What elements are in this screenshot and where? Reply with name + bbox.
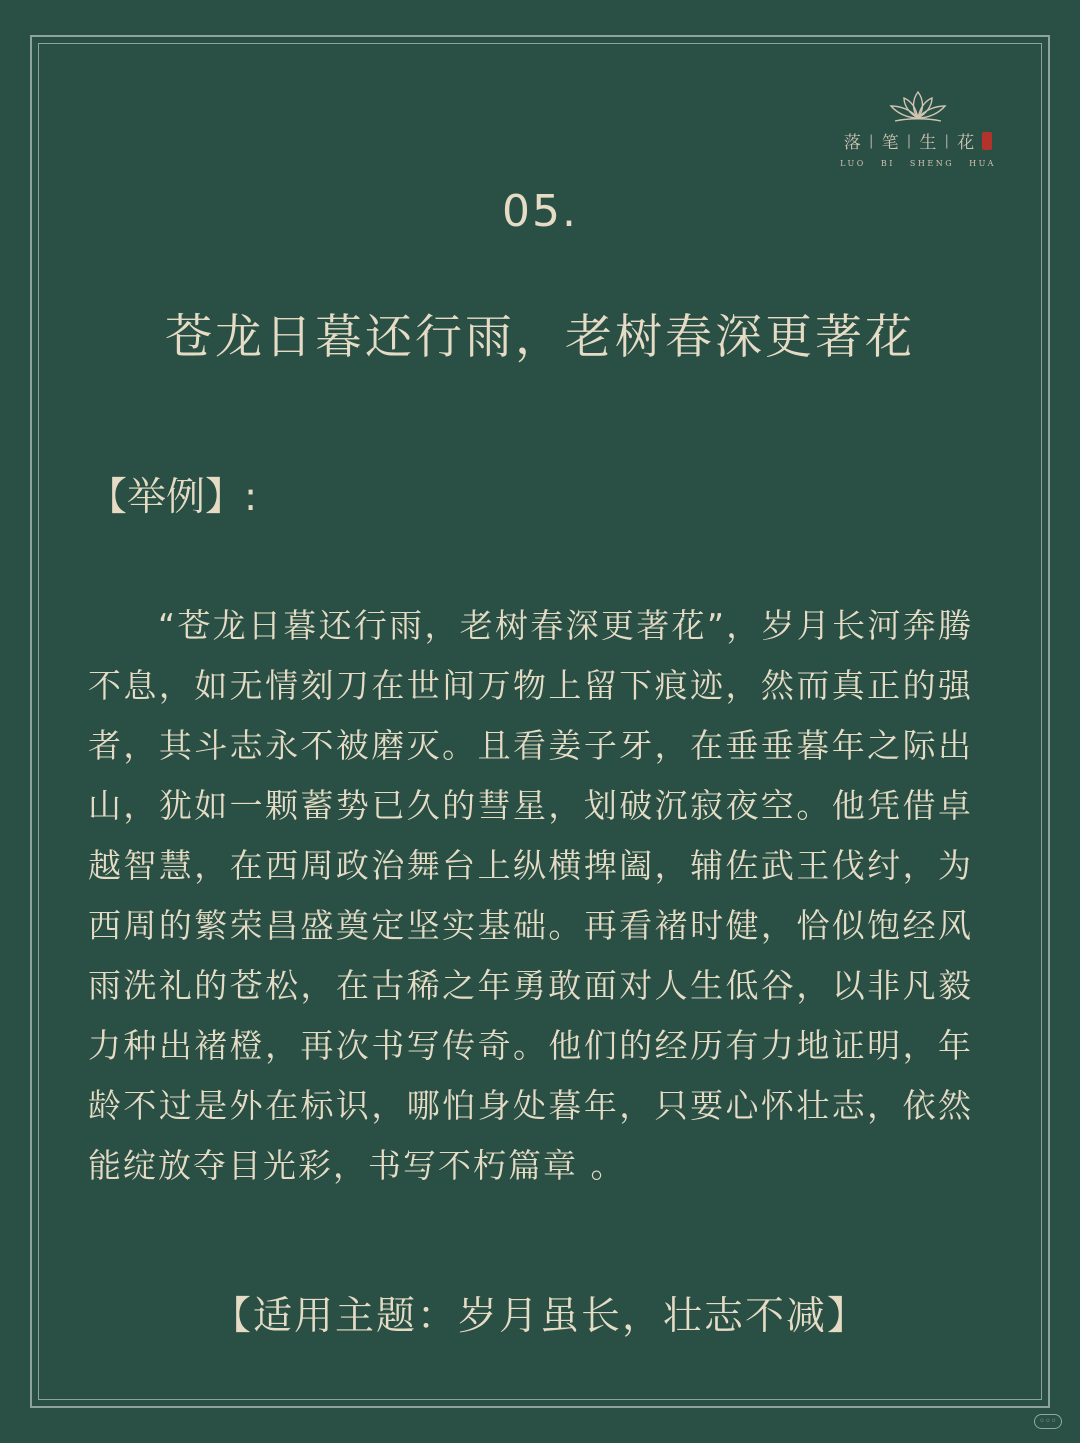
- brand-logo: [838, 88, 998, 183]
- brand-char: 落: [843, 133, 863, 153]
- brand-char: 花: [957, 133, 977, 153]
- brand-char: 笔: [881, 133, 901, 153]
- seal-stamp-icon: [982, 132, 992, 150]
- brand-name: [838, 128, 998, 153]
- brand-char: 生: [919, 133, 939, 153]
- watermark-icon: ◦◦◦: [1034, 1414, 1062, 1429]
- page-title: 苍龙日暮还行雨，老树春深更著花: [165, 310, 915, 365]
- lotus-icon: [885, 88, 951, 124]
- example-paragraph: “苍龙日暮还行雨，老树春深更著花”，岁月长河奔腾不息，如无情刻刀在世间万物上留下痕迹，然而真正的强者，其斗志永不被磨灭。且看姜子牙，在垂垂暮年之际出山，犹如一颗蓄势已久的彗星，划破沉寂夜空。他凭借卓越智慧，在西周政治舞台上纵横捭阖，辅佐武王伐纣，为西周的繁荣昌盛奠定坚实基础。再看褚时健，恰似饱经风雨洗礼的苍松，在古稀之年勇敢面对人生低谷，以非凡毅力种出褚橙，再次书写传奇。他们的经历有力地证明，年龄不过是外在标识，哪怕身处暮年，只要心怀壮志，依然能绽放夺目光彩，书写不朽篇章 。: [88, 606, 973, 1185]
- separator: |: [944, 132, 952, 149]
- example-label: 【举例】:: [88, 475, 258, 520]
- separator: |: [868, 132, 876, 149]
- section-number: 05.: [502, 186, 578, 237]
- separator: |: [906, 132, 914, 149]
- brand-pinyin: LUO BI SHENG HUA: [840, 159, 996, 168]
- theme-label: 【适用主题：岁月虽长，壮志不减】: [211, 1294, 868, 1339]
